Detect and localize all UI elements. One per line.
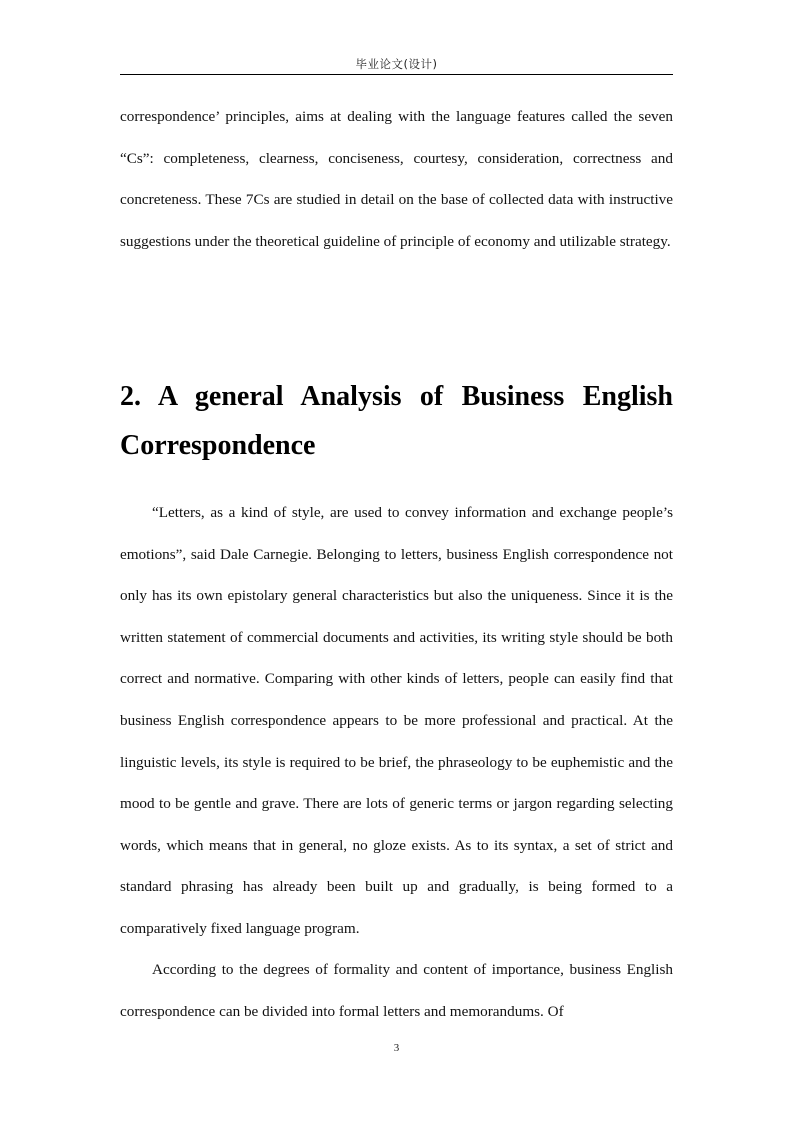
header-divider bbox=[120, 74, 673, 75]
body-paragraph-2: According to the degrees of formality and content of importance, business English correspondence can be divided into formal letters and memorandums. Of bbox=[120, 961, 673, 1020]
section-heading: 2. A general Analysis of Business English Correspondence bbox=[120, 381, 673, 461]
running-header: 毕业论文(设计) bbox=[355, 57, 438, 71]
intro-paragraph: correspondence’ principles, aims at dealing with the language features called the seven “Cs”: completeness, clearness, conciseness, courtesy, consideration, correctness and concreteness. These 7Cs are studied in detail on the base of collected data with instructive suggestions under the theoretical guideline of principle of economy and utilizable strategy. bbox=[120, 108, 673, 250]
page-number: 3 bbox=[393, 1042, 400, 1054]
body-paragraph-1: “Letters, as a kind of style, are used to convey information and exchange people’s emotions”, said Dale Carnegie. Belonging to letters, business English correspondence not only has its own epistolary general characteristics but also the uniqueness. Since it is the written statement of commercial documents and activities, its writing style should be both correct and normative. Comparing with other kinds of letters, people can easily find that business English correspondence appears to be more professional and practical. At the linguistic levels, its style is required to be brief, the phraseology to be euphemistic and the mood to be gentle and grave. There are lots of generic terms or jargon regarding selecting words, which means that in general, no gloze exists. As to its syntax, a set of strict and standard phrasing has already been built up and gradually, is being formed to a comparatively fixed language program. bbox=[120, 504, 673, 937]
